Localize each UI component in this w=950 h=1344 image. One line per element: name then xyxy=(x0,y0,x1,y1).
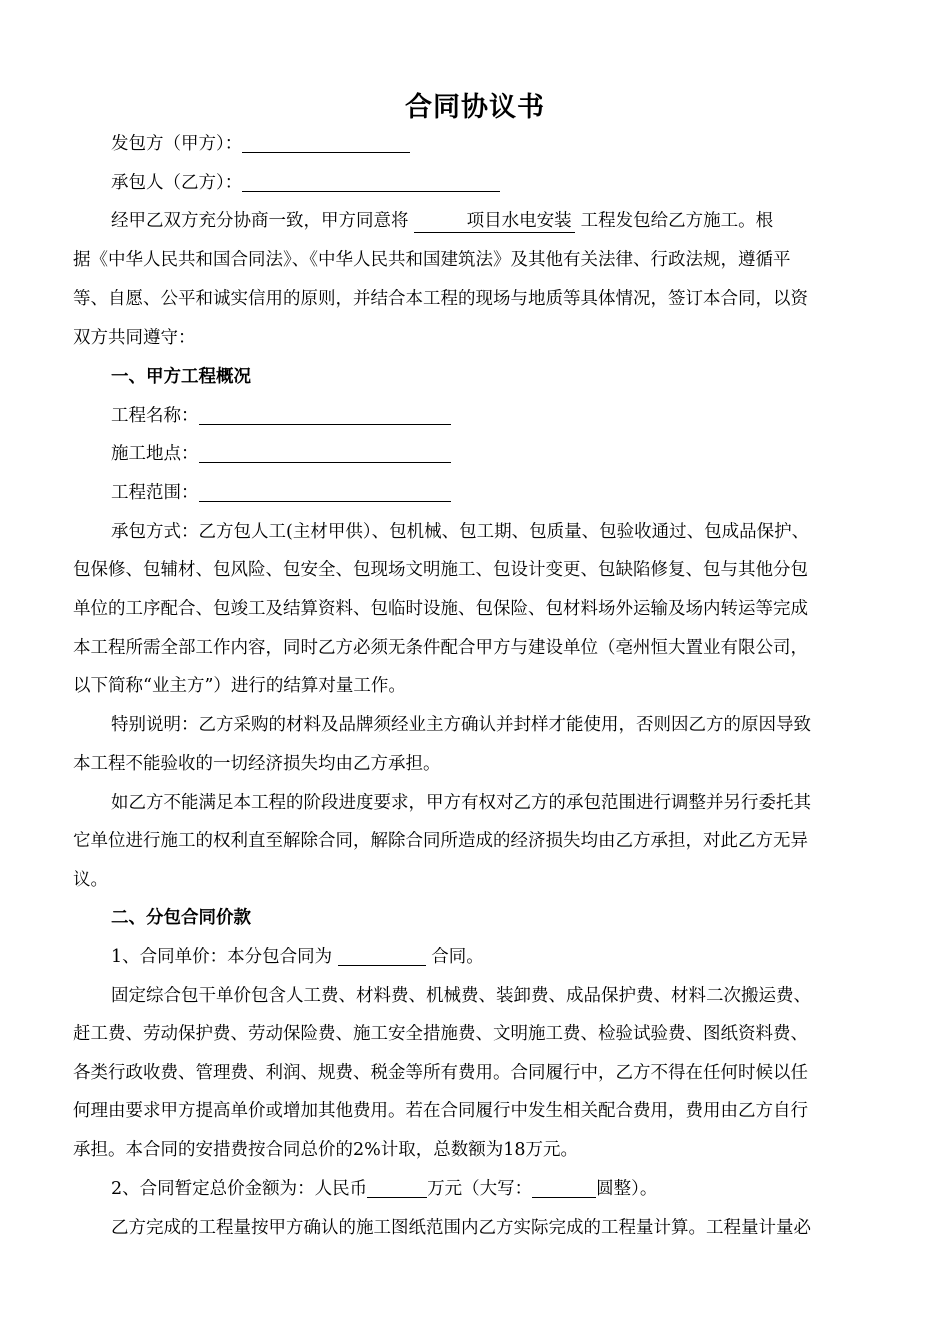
intro-suffix: 工程发包给乙方施工。根 xyxy=(580,211,774,231)
party-a-blank xyxy=(242,132,410,153)
scope-label: 工程范围： xyxy=(111,483,199,503)
special-note-line-1: 特别说明：乙方采购的材料及品牌须经业主方确认并封样才能使用，否则因乙方的原因导致 xyxy=(111,715,811,735)
fixed-price-line-1: 固定综合包干单价包含人工费、材料费、机械费、装卸费、成品保护费、材料二次搬运费、 xyxy=(111,986,811,1006)
project-name-label: 工程名称： xyxy=(111,406,199,426)
fixed-price-line-2: 赶工费、劳动保护费、劳动保险费、施工安全措施费、文明施工费、检验试验费、图纸资料费、 xyxy=(73,1024,808,1044)
section-1-heading: 一、甲方工程概况 xyxy=(111,367,251,387)
unit-price-suffix: 合同。 xyxy=(431,947,484,967)
page-title: 合同协议书 xyxy=(405,92,545,123)
intro-line-1 xyxy=(111,209,773,233)
site-label: 施工地点： xyxy=(111,444,199,464)
total-price-label: 2、合同暂定总价金额为：人民币 xyxy=(111,1179,368,1199)
quantity-line: 乙方完成的工程量按甲方确认的施工图纸范围内乙方实际完成的工程量计算。工程量计量必 xyxy=(111,1218,811,1238)
party-b-label: 承包人（乙方）： xyxy=(111,173,243,193)
contract-mode-line-3: 单位的工序配合、包竣工及结算资料、包临时设施、包保险、包材料场外运输及场内转运等完成 xyxy=(73,599,808,619)
contract-mode-line-5: 以下简称“业主方”）进行的结算对量工作。 xyxy=(73,676,406,696)
unit-price-label: 1、合同单价：本分包合同为 xyxy=(111,947,333,967)
scope-blank xyxy=(199,481,451,502)
project-name-row xyxy=(111,404,451,428)
total-price-unit: 万元（大写： xyxy=(427,1179,533,1199)
intro-line-2: 据《中华人民共和国合同法》、《中华人民共和国建筑法》及其他有关法律、行政法规，遵循平 xyxy=(73,250,791,270)
contract-mode-line-4: 本工程所需全部工作内容，同时乙方必须无条件配合甲方与建设单位（亳州恒大置业有限公司， xyxy=(73,638,808,658)
progress-clause-line-1: 如乙方不能满足本工程的阶段进度要求，甲方有权对乙方的承包范围进行调整并另行委托其 xyxy=(111,793,811,813)
intro-line-3: 等、自愿、公平和诚实信用的原则，并结合本工程的现场与地质等具体情况，签订本合同，以资 xyxy=(73,289,808,309)
total-price-suffix: 圆整）。 xyxy=(596,1179,658,1199)
total-amount-blank xyxy=(367,1177,427,1198)
progress-clause-line-2: 它单位进行施工的权利直至解除合同，解除合同所造成的经济损失均由乙方承担，对此乙方无异 xyxy=(73,831,808,851)
intro-line-4: 双方共同遵守： xyxy=(73,328,196,348)
total-price-row xyxy=(111,1177,657,1201)
project-name-blank xyxy=(199,404,451,425)
party-b-row xyxy=(111,171,500,195)
special-note-line-2: 本工程不能验收的一切经济损失均由乙方承担。 xyxy=(73,754,441,774)
fixed-price-line-4: 何理由要求甲方提高单价或增加其他费用。若在合同履行中发生相关配合费用，费用由乙方自行 xyxy=(73,1101,808,1121)
project-name-value: 项目水电安装 xyxy=(414,211,575,233)
site-row xyxy=(111,442,451,466)
unit-price-blank xyxy=(338,945,426,966)
site-blank xyxy=(199,442,451,463)
unit-price-row xyxy=(111,945,484,969)
party-a-label: 发包方（甲方）： xyxy=(111,134,243,154)
intro-prefix: 经甲乙双方充分协商一致，甲方同意将 xyxy=(111,211,409,231)
scope-row xyxy=(111,481,451,505)
section-2-heading: 二、分包合同价款 xyxy=(111,908,251,928)
party-a-row xyxy=(111,132,410,156)
contract-mode-line-2: 包保修、包辅材、包风险、包安全、包现场文明施工、包设计变更、包缺陷修复、包与其他分包 xyxy=(73,560,808,580)
fixed-price-line-5: 承担。本合同的安措费按合同总价的2%计取，总数额为18万元。 xyxy=(73,1140,579,1160)
progress-clause-line-3: 议。 xyxy=(73,870,108,890)
contract-mode-line-1: 承包方式：乙方包人工(主材甲供）、包机械、包工期、包质量、包验收通过、包成品保护、 xyxy=(111,522,810,542)
party-b-blank xyxy=(242,171,500,192)
fixed-price-line-3: 各类行政收费、管理费、利润、规费、税金等所有费用。合同履行中，乙方不得在任何时候以任 xyxy=(73,1063,808,1083)
total-words-blank xyxy=(532,1177,596,1198)
